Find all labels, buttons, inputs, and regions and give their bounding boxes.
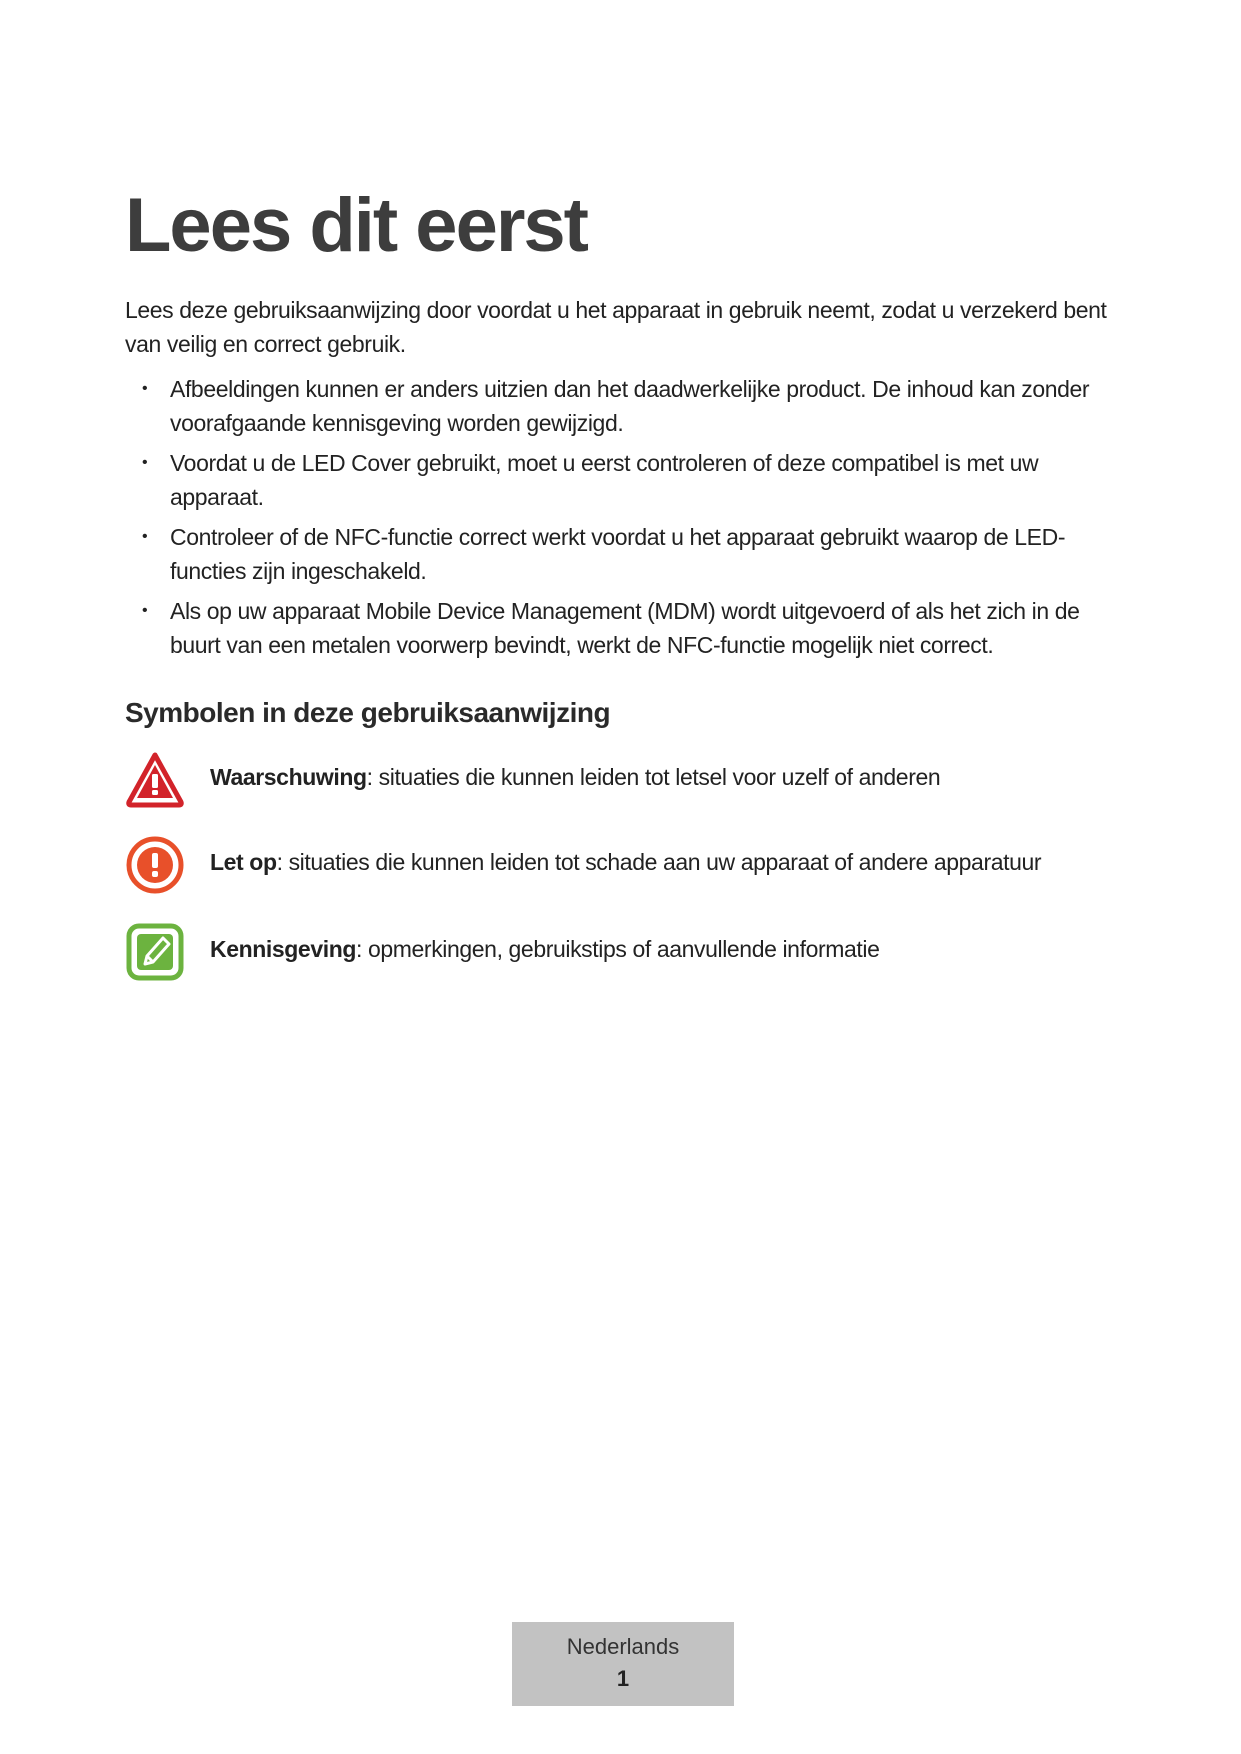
symbol-row-warning <box>125 750 1125 810</box>
list-item-text: Voordat u de LED Cover gebruikt, moet u eerst controleren of deze compatibel is met uw apparaat. <box>170 450 1039 510</box>
bullet-icon: • <box>142 380 148 397</box>
list-item <box>125 594 1125 662</box>
symbol-text <box>210 849 1041 876</box>
warning-triangle-icon <box>125 750 185 810</box>
page-footer <box>512 1622 734 1706</box>
symbol-term: Kennisgeving <box>210 936 357 962</box>
footer-language: Nederlands <box>566 1634 680 1659</box>
page-number: 1 <box>616 1666 630 1691</box>
symbol-term: Waarschuwing <box>210 764 367 790</box>
symbol-term: Let op <box>210 849 277 875</box>
list-item <box>125 446 1125 514</box>
symbol-description: : opmerkingen, gebruikstips of aanvullende informatie <box>356 936 880 962</box>
symbol-text <box>210 936 879 963</box>
list-item-text: Controleer of de NFC-functie correct werkt voordat u het apparaat gebruikt waarop de LED-functies zijn ingeschakeld. <box>170 524 1066 584</box>
symbol-text <box>210 764 940 791</box>
intro-paragraph: Lees deze gebruiksaanwijzing door voordat u het apparaat in gebruik neemt, zodat u verzekerd bent van veilig en correct gebruik. <box>125 297 1107 357</box>
symbol-row-caution <box>125 835 1125 895</box>
note-pencil-icon <box>125 922 185 982</box>
bullet-icon: • <box>142 528 148 545</box>
symbol-description: : situaties die kunnen leiden tot letsel voor uzelf of anderen <box>366 764 941 790</box>
list-item <box>125 520 1125 588</box>
list-item <box>125 372 1125 440</box>
list-item-text: Afbeeldingen kunnen er anders uitzien dan het daadwerkelijke product. De inhoud kan zonder voorafgaande kennisgeving worden gewijzigd. <box>170 376 1090 436</box>
caution-circle-icon <box>125 835 185 895</box>
page-title: Lees dit eerst <box>125 183 587 268</box>
bullet-icon: • <box>142 602 148 619</box>
symbol-row-note <box>125 922 1125 982</box>
symbol-description: : situaties die kunnen leiden tot schade aan uw apparaat of andere apparatuur <box>276 849 1042 875</box>
list-item-text: Als op uw apparaat Mobile Device Management (MDM) wordt uitgevoerd of als het zich in de buurt van een metalen voorwerp bevindt, werkt de NFC-functie mogelijk niet correct. <box>170 598 1080 658</box>
bullet-icon: • <box>142 454 148 471</box>
notice-list <box>125 372 1125 668</box>
section-title: Symbolen in deze gebruiksaanwijzing <box>125 697 611 728</box>
